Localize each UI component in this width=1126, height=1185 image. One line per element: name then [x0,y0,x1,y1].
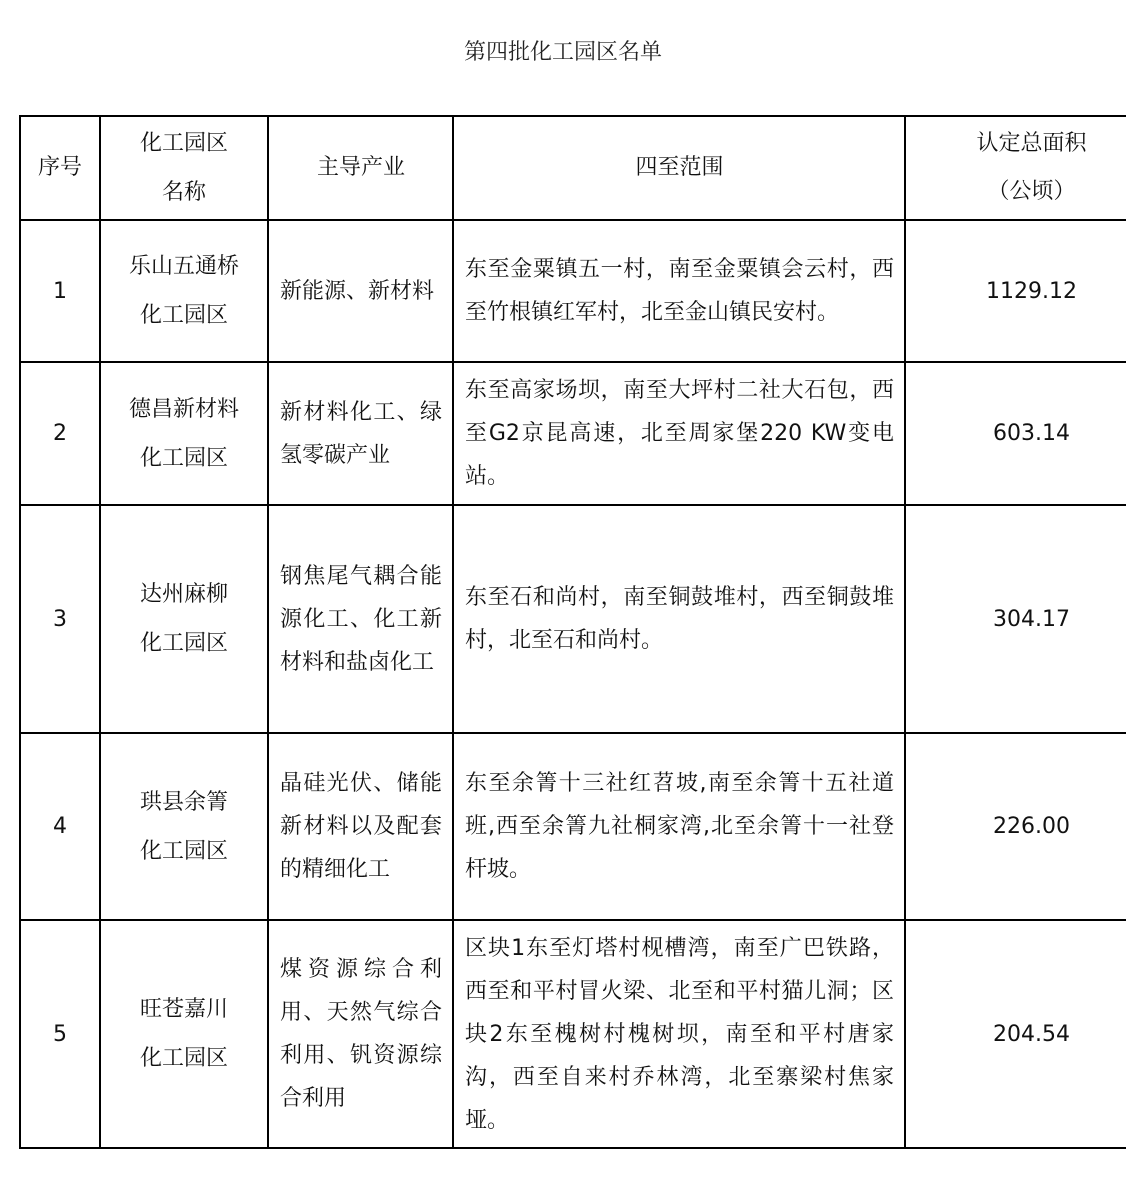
table-header-row [20,116,1126,220]
cell-area: 226.00 [905,733,1126,920]
cell-area: 1129.12 [905,220,1126,362]
header-boundary: 四至范围 [453,116,905,220]
cell-name-line1: 德昌新材料 [128,396,239,422]
cell-index: 4 [20,733,100,920]
table-row [20,505,1126,733]
cell-name [100,220,268,362]
cell-industry: 新能源、新材料 [268,220,453,362]
header-name-line2: 名称 [161,180,206,205]
cell-boundary: 区块1东至灯塔村枧槽湾，南至广巴铁路，西至和平村冒火梁、北至和平村猫儿洞；区块2东至槐树村槐树坝，南至和平村唐家沟，西至自来村乔林湾，北至寨梁村焦家垭。 [453,920,905,1148]
cell-index: 1 [20,220,100,362]
cell-name-line1: 旺苍嘉川 [139,997,228,1022]
cell-name-line1: 达州麻柳 [139,582,228,607]
cell-area: 304.17 [905,505,1126,733]
table-row [20,220,1126,362]
cell-name-line2: 化工园区 [139,303,228,328]
header-area-line1: 认定总面积 [976,131,1087,156]
cell-boundary: 东至石和尚村，南至铜鼓堆村，西至铜鼓堆村，北至石和尚村。 [453,505,905,733]
cell-boundary: 东至余箐十三社红苕坡,南至余箐十五社道班,西至余箐九社桐家湾,北至余箐十一社登杆坡。 [453,733,905,920]
table-row [20,920,1126,1148]
header-industry: 主导产业 [268,116,453,220]
cell-index: 5 [20,920,100,1148]
cell-name-line2: 化工园区 [139,445,228,471]
cell-name-line2: 化工园区 [139,631,228,656]
cell-index: 3 [20,505,100,733]
cell-industry: 晶硅光伏、储能新材料以及配套的精细化工 [268,733,453,920]
cell-industry: 煤资源综合利用、天然气综合利用、钒资源综合利用 [268,920,453,1148]
page-title: 第四批化工园区名单 [463,40,662,65]
cell-name-line2: 化工园区 [139,1046,228,1071]
cell-name [100,733,268,920]
table-row [20,733,1126,920]
header-index: 序号 [20,116,100,220]
cell-industry: 钢焦尾气耦合能源化工、化工新材料和盐卤化工 [268,505,453,733]
cell-name [100,920,268,1148]
cell-index: 2 [20,362,100,505]
header-area-line2: （公顷） [987,179,1076,204]
header-name-line1: 化工园区 [139,131,228,156]
cell-industry: 新材料化工、绿氢零碳产业 [268,362,453,505]
header-area [905,116,1126,220]
cell-name [100,505,268,733]
cell-boundary: 东至金粟镇五一村，南至金粟镇会云村，西至竹根镇红军村，北至金山镇民安村。 [453,220,905,362]
header-name [100,116,268,220]
cell-name-line1: 珙县余箐 [139,789,228,815]
cell-boundary: 东至高家场坝，南至大坪村二社大石包，西至G2京昆高速，北至周家堡220 KW变电站。 [453,362,905,505]
cell-area: 204.54 [905,920,1126,1148]
cell-area: 603.14 [905,362,1126,505]
table-row [20,362,1126,505]
chemical-park-table [19,115,1126,1149]
cell-name [100,362,268,505]
cell-name-line1: 乐山五通桥 [128,254,239,279]
cell-name-line2: 化工园区 [139,838,228,864]
